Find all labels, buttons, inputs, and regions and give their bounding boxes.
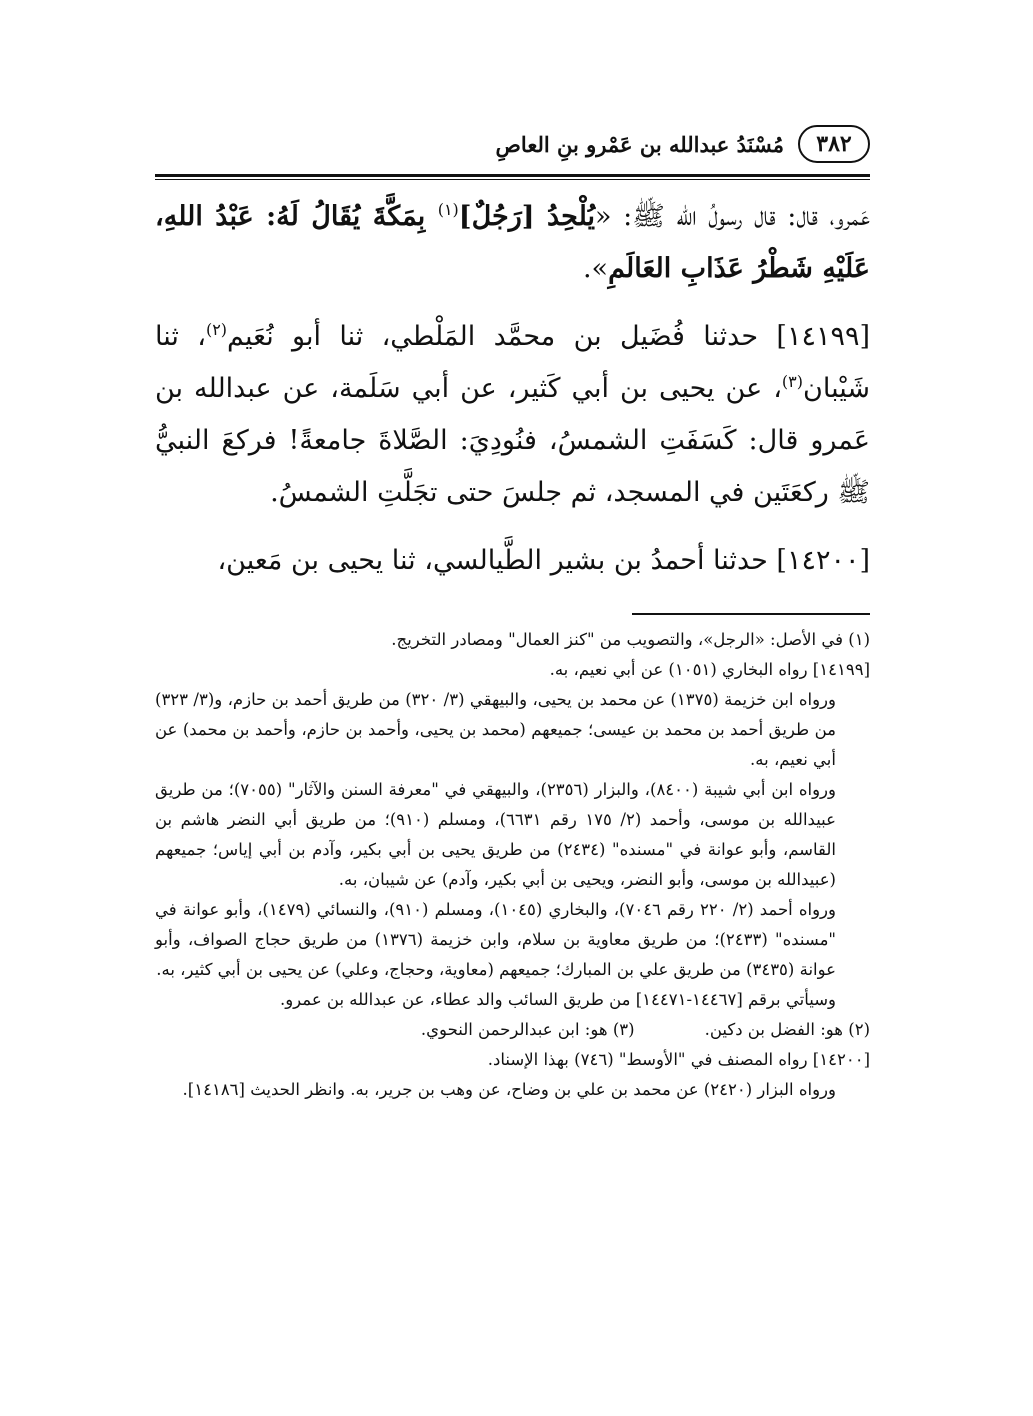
takhrij-14199-head: [١٤١٩٩] رواه البخاري (١٠٥١) عن أبي نعيم، به. [549, 660, 870, 679]
hadith-outro: ». [582, 253, 609, 284]
running-title: مُسْنَدُ عبدالله بن عَمْرو بنِ العاصِ [495, 131, 784, 157]
footnote-1: (١) في الأصل: «الرجل»، والتصويب من "كنز العمال" ومصادر التخريج. [391, 630, 870, 649]
takhrij-14199-para: ورواه ابن خزيمة (١٣٧٥) عن محمد بن يحيى، والبيهقي (٣/ ٣٢٠) من طريق أحمد بن حازم، و(٣/ ٣٢٣) من طريق أحمد بن محمد بن عيسى؛ جميعهم (محمد بن يحيى، وأحمد بن حازم، وأحمد بن محمد) عن أبي نعيم، به. [155, 690, 836, 769]
footnote-3: (٣) هو: ابن عبدالرحمن النحوي. [420, 1020, 635, 1039]
hadith-continuation [155, 191, 870, 295]
footnote-2: (٢) هو: الفضل بن دكين. [704, 1020, 870, 1039]
hadith-text-part3: ، عن يحيى بن أبي كَثير، عن أبي سَلَمة، عن عبدالله بن عَمرو قال: كَسَفَتِ الشمسُ، فنُودِيَ: الصَّلاةَ جامعةً! فركعَ النبيُّ ﷺ ركعَتَين في المسجد، ثم جلسَ حتى تجَلَّتِ الشمسُ. [155, 373, 870, 508]
page [155, 118, 870, 1105]
takhrij-14200-para: ورواه البزار (٢٤٢٠) عن محمد بن علي بن وضاح، عن وهب بن جرير، به. وانظر الحديث [١٤١٨٦]. [182, 1080, 836, 1099]
footnote-ref-1: (١) [437, 200, 459, 219]
main-text [155, 191, 870, 587]
takhrij-14199-para: ورواه ابن أبي شيبة (٨٤٠٠)، والبزار (٢٣٥٦)، والبيهقي في "معرفة السنن والآثار" (٧٠٥٥)؛ من طريق عبيدالله بن موسى، وأحمد (٢/ ١٧٥ رقم ٦٦٣١)، ومسلم (٩١٠)؛ من طريق أبي النضر هاشم بن القاسم، وأبو عوانة في "مسنده" (٢٤٣٤) من طريق يحيى بن أبي بكير، وآدم بن أبي إياس؛ جميعهم (عبيدالله بن موسى، وأبو النضر، ويحيى بن أبي بكير، وآدم) عن شيبان، به. [155, 780, 837, 889]
page-number: ٣٨٢ [798, 125, 870, 163]
hadith-number: [١٤١٩٩] [776, 321, 870, 352]
hadith-text-part1: حدثنا فُضَيل بن محمَّد المَلْطي، ثنا أبو نُعَيم [227, 321, 777, 352]
footnote-divider [632, 613, 870, 615]
takhrij-14199-para: وسيأتي برقم [١٤٤٦٧-١٤٤٧١] من طريق السائب والد عطاء، عن عبدالله بن عمرو. [279, 990, 836, 1009]
page-header [155, 118, 870, 177]
footnote-ref-2: (٢) [205, 320, 228, 339]
hadith-14200 [155, 535, 870, 587]
footnotes-2-3 [155, 1015, 870, 1045]
takhrij-14200-head: [١٤٢٠٠] رواه المصنف في "الأوسط" (٧٤٦) بهذا الإسناد. [487, 1050, 870, 1069]
hadith-text-part2: ، ثنا شَيْبان [155, 321, 870, 404]
hadith-text: حدثنا أحمدُ بن بشير الطَّيالسي، ثنا يحيى بن مَعين، [217, 545, 777, 576]
footnotes [155, 625, 870, 1105]
hadith-14199 [155, 311, 870, 519]
hadith-quote-part2: بِمَكَّةَ يُقَالُ لَهُ: عَبْدُ اللهِ، عَلَيْهِ شَطْرُ عَذَابِ العَالَمِ [155, 201, 870, 284]
hadith-number: [١٤٢٠٠] [776, 545, 870, 576]
takhrij-14199-para: ورواه أحمد (٢/ ٢٢٠ رقم ٧٠٤٦)، والبخاري (١٠٤٥)، ومسلم (٩١٠)، والنسائي (١٤٧٩)، وأبو عوانة في "مسنده" (٢٤٣٣)؛ من طريق معاوية بن سلام، وابن خزيمة (١٣٧٦) من طريق حجاج الصواف، وأبو عوانة (٣٤٣٥) من طريق علي بن المبارك؛ جميعهم (معاوية، وحجاج، وعلي) عن يحيى بن أبي كثير، به. [155, 900, 837, 979]
hadith-quote-part1: يُلْحِدُ [رَجُلٌ] [458, 201, 596, 232]
footnote-ref-3: (٣) [781, 372, 804, 391]
hadith-intro: عَمرو، قال: قال رسولُ الله ﷺ: « [595, 201, 870, 232]
